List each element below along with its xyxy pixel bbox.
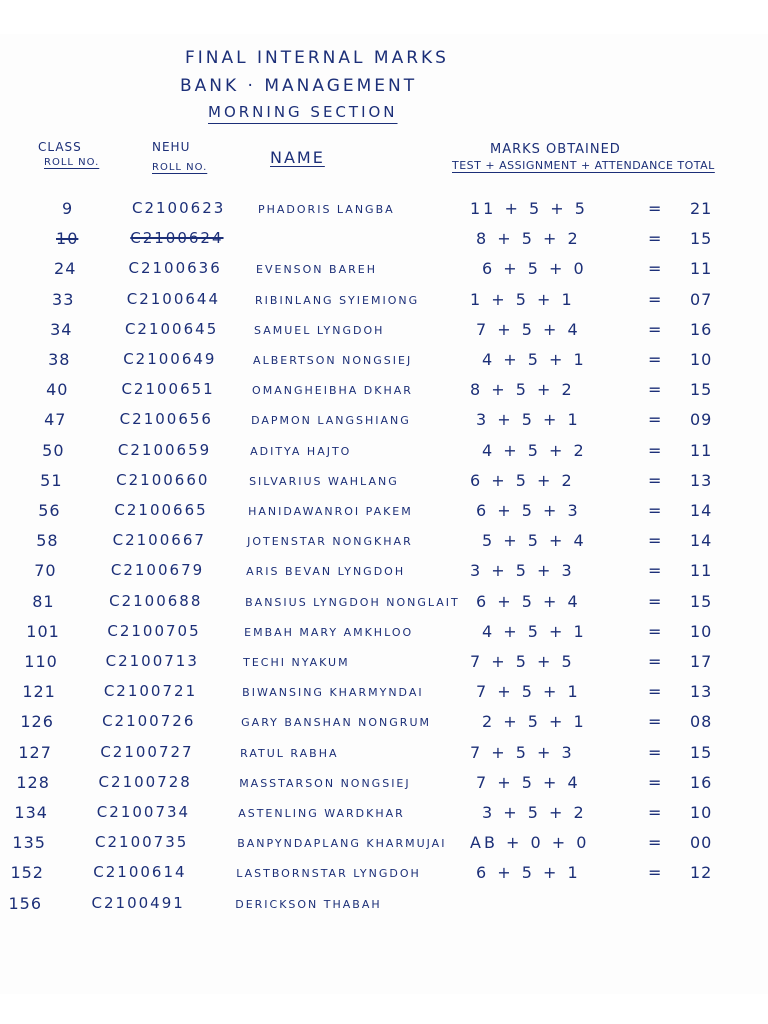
equals-sign: = [648, 561, 664, 581]
equals-sign: = [648, 410, 664, 430]
nehu-roll: C2100728 [98, 772, 192, 791]
marks-breakdown: 6 + 5 + 4 [476, 591, 581, 611]
student-name: ARIS BEVAN LYNGDOH [246, 565, 406, 579]
class-roll: 51 [40, 470, 63, 490]
class-roll: 127 [18, 742, 52, 762]
nehu-roll: C2100727 [100, 742, 194, 761]
class-roll: 70 [34, 561, 57, 581]
nehu-roll: C2100614 [93, 863, 187, 882]
nehu-roll: C2100645 [124, 319, 219, 338]
table-row [0, 649, 768, 677]
equals-sign: = [648, 652, 664, 671]
equals-sign: = [648, 350, 664, 369]
total-marks: 11 [690, 561, 713, 581]
student-name: ASTENLING WARDKHAR [238, 807, 405, 820]
total-marks: 15 [690, 591, 713, 611]
nehu-roll: C2100623 [132, 199, 226, 217]
title-line-1: FINAL INTERNAL MARKS [185, 48, 449, 68]
student-name: TECHI NYAKUM [243, 656, 350, 669]
total-marks: 15 [690, 229, 713, 249]
table-row [0, 347, 768, 375]
total-marks: 16 [690, 772, 713, 792]
header-nehu-roll-top: NEHU [152, 140, 191, 154]
total-marks: 11 [690, 440, 713, 460]
class-roll: 135 [12, 833, 46, 853]
class-roll: 58 [36, 531, 59, 551]
table-row [0, 800, 768, 828]
nehu-roll: C2100667 [112, 531, 206, 550]
table-row [0, 407, 768, 435]
total-marks: 13 [690, 470, 713, 490]
total-marks: 11 [690, 259, 713, 279]
class-roll: 56 [38, 501, 61, 520]
nehu-roll: C2100665 [114, 501, 208, 519]
table-row [0, 256, 768, 284]
total-marks: 15 [690, 380, 713, 400]
class-roll: 40 [46, 380, 69, 400]
class-roll: 38 [48, 350, 71, 369]
class-roll: 81 [32, 591, 55, 611]
class-roll: 10 [56, 229, 79, 249]
table-row [0, 196, 768, 224]
student-name: DAPMON LANGSHIANG [251, 414, 411, 428]
student-name: JOTENSTAR NONGKHAR [247, 535, 413, 549]
header-marks-top: MARKS OBTAINED [490, 142, 621, 157]
student-name: LASTBORNSTAR LYNGDOH [236, 867, 421, 881]
student-name: HANIDAWANROI PAKEM [248, 505, 413, 518]
marks-breakdown: 7 + 5 + 3 [470, 742, 575, 762]
nehu-roll: C2100656 [119, 410, 213, 429]
marks-breakdown: 1 + 5 + 1 [470, 289, 575, 309]
marks-breakdown: 4 + 5 + 1 [482, 350, 587, 369]
equals-sign: = [648, 289, 664, 309]
total-marks: 10 [690, 350, 713, 369]
equals-sign: = [648, 742, 664, 762]
equals-sign: = [648, 712, 664, 732]
nehu-roll: C2100659 [117, 440, 212, 459]
title-line-2: BANK · MANAGEMENT [180, 76, 418, 96]
equals-sign: = [648, 229, 664, 249]
class-roll: 128 [16, 772, 50, 792]
marks-breakdown: 8 + 5 + 2 [476, 229, 581, 249]
total-marks: 15 [690, 742, 713, 762]
table-row [0, 498, 768, 526]
student-name: RIBINLANG SYIEMIONG [255, 293, 420, 307]
marks-breakdown: AB + 0 + 0 [470, 833, 590, 853]
marks-breakdown: 7 + 5 + 5 [470, 652, 575, 671]
class-roll: 110 [24, 652, 58, 671]
student-name: EMBAH MARY AMKHLOO [244, 625, 414, 639]
marks-breakdown: 2 + 5 + 1 [482, 712, 587, 732]
marks-breakdown: 6 + 5 + 1 [476, 863, 581, 883]
marks-breakdown: 6 + 5 + 3 [476, 501, 581, 520]
student-name: BANPYNDAPLANG KHARMUJAI [237, 837, 447, 851]
total-marks: 07 [690, 289, 713, 309]
marks-breakdown: 5 + 5 + 4 [482, 531, 587, 551]
class-roll: 47 [44, 410, 67, 430]
equals-sign: = [648, 803, 664, 822]
nehu-roll: C2100624 [130, 229, 224, 248]
total-marks: 17 [690, 652, 713, 671]
nehu-roll: C2100726 [102, 712, 196, 731]
equals-sign: = [648, 591, 664, 611]
marks-breakdown: 8 + 5 + 2 [470, 380, 575, 400]
total-marks: 12 [690, 863, 713, 883]
title-line-3: MORNING SECTION [208, 103, 398, 121]
equals-sign: = [648, 380, 664, 400]
marks-breakdown: 3 + 5 + 3 [470, 561, 575, 581]
table-row [0, 377, 768, 405]
class-roll: 34 [50, 319, 73, 339]
nehu-roll: C2100705 [107, 621, 201, 640]
equals-sign: = [648, 682, 664, 702]
table-row [0, 287, 768, 315]
student-name: BIWANSING KHARMYNDAI [242, 686, 424, 700]
nehu-roll: C2100735 [95, 833, 189, 852]
class-roll: 156 [8, 893, 42, 913]
equals-sign: = [648, 259, 664, 279]
equals-sign: = [648, 621, 664, 641]
table-row [0, 619, 768, 647]
total-marks: 00 [690, 833, 713, 853]
class-roll: 152 [10, 863, 44, 883]
student-name: GARY BANSHAN NONGRUM [241, 716, 431, 730]
class-roll: 126 [20, 712, 54, 732]
table-row [0, 226, 768, 254]
table-row [0, 860, 768, 888]
equals-sign: = [648, 772, 664, 792]
table-row [0, 709, 768, 737]
nehu-roll: C2100688 [109, 591, 203, 610]
total-marks: 21 [690, 199, 713, 218]
header-name: NAME [270, 148, 325, 167]
table-row [0, 830, 768, 858]
nehu-roll: C2100644 [126, 289, 220, 308]
marks-breakdown: 7 + 5 + 4 [476, 772, 581, 792]
nehu-roll: C2100713 [105, 652, 199, 670]
student-name: PHADORIS LANGBA [258, 203, 395, 216]
student-name: OMANGHEIBHA DKHAR [252, 384, 413, 398]
marks-breakdown: 7 + 5 + 4 [476, 319, 581, 339]
nehu-roll: C2100679 [110, 561, 205, 580]
class-roll: 9 [62, 199, 74, 218]
marks-breakdown: 7 + 5 + 1 [476, 682, 581, 702]
header-class-roll-bottom: ROLL NO. [44, 157, 100, 168]
table-row [0, 468, 768, 496]
nehu-roll: C2100734 [96, 803, 191, 821]
nehu-roll: C2100651 [121, 380, 215, 399]
total-marks: 09 [690, 410, 713, 430]
marks-breakdown: 4 + 5 + 2 [482, 440, 587, 460]
nehu-roll: C2100660 [116, 470, 210, 489]
nehu-roll: C2100636 [128, 259, 222, 278]
table-row [0, 740, 768, 768]
nehu-roll: C2100491 [91, 893, 185, 912]
class-roll: 50 [42, 440, 65, 460]
class-roll: 134 [14, 803, 48, 822]
table-row [0, 891, 768, 919]
equals-sign: = [648, 863, 664, 883]
table-row [0, 770, 768, 798]
header-marks-bottom: TEST + ASSIGNMENT + ATTENDANCE TOTAL [452, 159, 715, 172]
table-row [0, 528, 768, 556]
table-row [0, 558, 768, 586]
student-name: DERICKSON THABAH [235, 897, 382, 911]
marks-breakdown: 3 + 5 + 2 [482, 803, 587, 822]
equals-sign: = [648, 319, 664, 339]
total-marks: 16 [690, 319, 713, 339]
student-name: SAMUEL LYNGDOH [254, 323, 385, 337]
header-class-roll-top: CLASS [38, 140, 82, 154]
student-name: BANSIUS LYNGDOH NONGLAIT [245, 595, 460, 609]
marks-breakdown: 6 + 5 + 2 [470, 470, 575, 490]
table-row [0, 317, 768, 345]
student-name: ADITYA HAJTO [250, 444, 352, 458]
marks-breakdown: 11 + 5 + 5 [470, 199, 588, 218]
equals-sign: = [648, 501, 664, 520]
total-marks: 10 [690, 621, 713, 641]
class-roll: 101 [26, 621, 60, 641]
total-marks: 13 [690, 682, 713, 702]
marks-breakdown: 4 + 5 + 1 [482, 621, 587, 641]
total-marks: 08 [690, 712, 713, 732]
student-name: MASSTARSON NONGSIEJ [239, 776, 411, 790]
table-row [0, 438, 768, 466]
total-marks: 14 [690, 501, 713, 520]
marks-breakdown: 6 + 5 + 0 [482, 259, 587, 279]
nehu-roll: C2100721 [103, 682, 198, 701]
equals-sign: = [648, 531, 664, 551]
equals-sign: = [648, 199, 664, 218]
student-name: SILVARIUS WAHLANG [249, 474, 399, 488]
total-marks: 14 [690, 531, 713, 551]
header-nehu-roll-bottom: ROLL NO. [152, 162, 208, 173]
equals-sign: = [648, 440, 664, 460]
equals-sign: = [648, 833, 664, 853]
class-roll: 33 [52, 289, 75, 309]
total-marks: 10 [690, 803, 713, 822]
table-row [0, 589, 768, 617]
equals-sign: = [648, 470, 664, 490]
table-row [0, 679, 768, 707]
nehu-roll: C2100649 [123, 350, 217, 368]
student-name: EVENSON BAREH [256, 263, 377, 277]
student-name: RATUL RABHA [240, 746, 339, 760]
marks-breakdown: 3 + 5 + 1 [476, 410, 581, 430]
class-roll: 121 [22, 682, 56, 702]
class-roll: 24 [54, 259, 77, 279]
student-name: ALBERTSON NONGSIEJ [253, 354, 413, 367]
